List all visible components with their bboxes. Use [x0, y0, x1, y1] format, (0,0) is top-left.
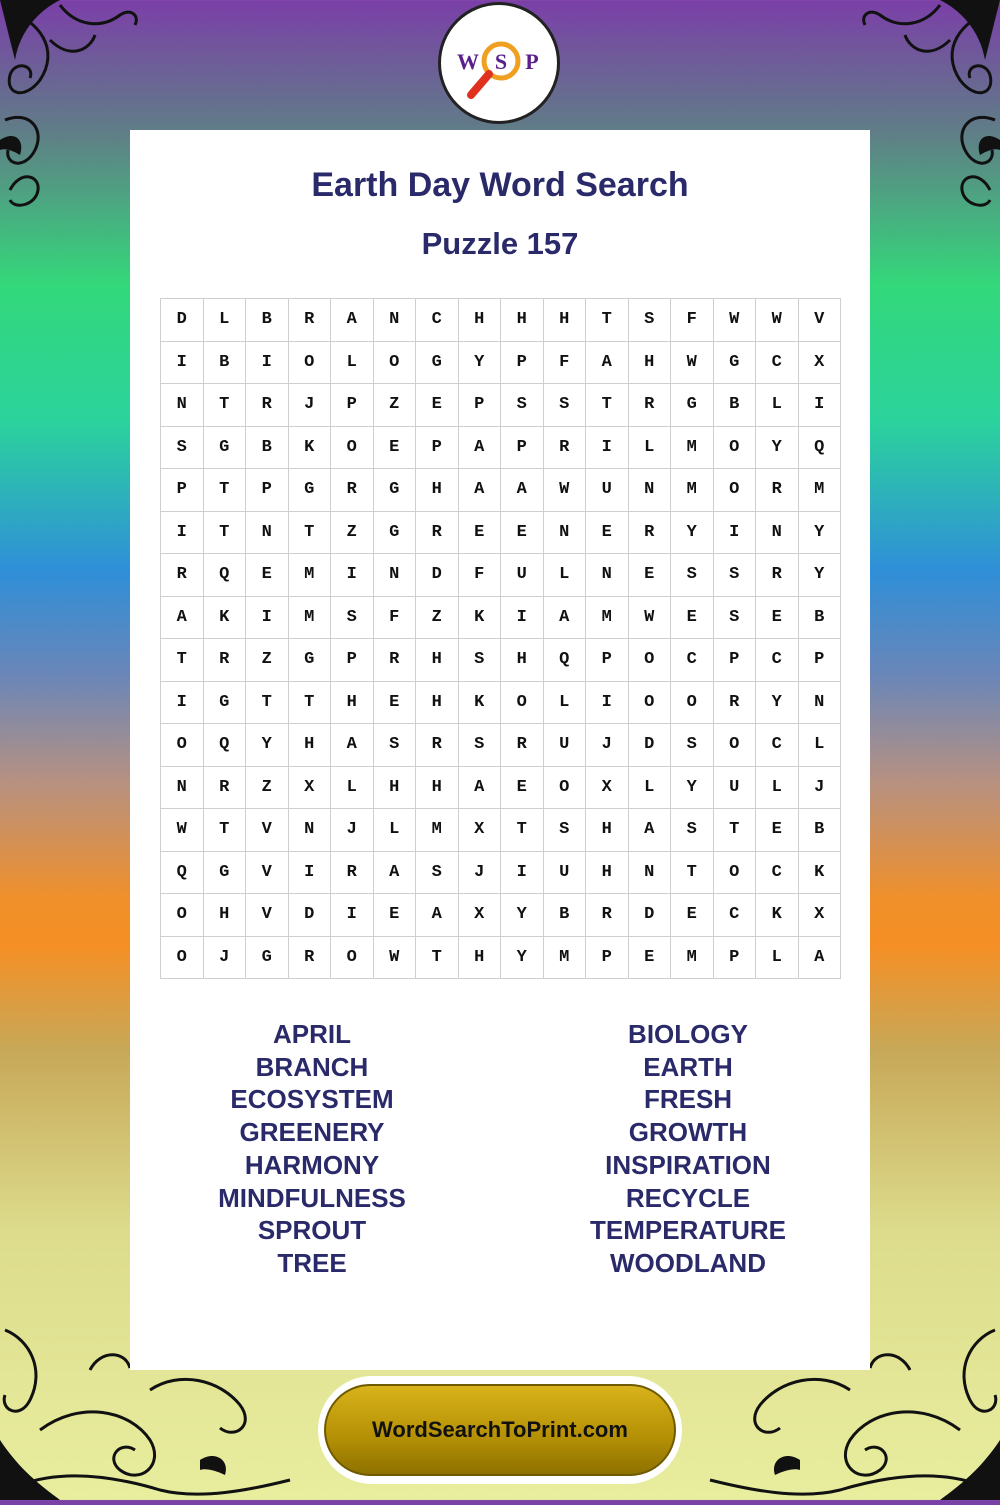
grid-cell[interactable]: L: [756, 384, 799, 427]
grid-cell[interactable]: W: [374, 937, 417, 980]
grid-cell[interactable]: R: [629, 512, 672, 555]
logo-letter-w: W: [457, 49, 479, 74]
grid-cell[interactable]: T: [586, 299, 629, 342]
grid-cell[interactable]: I: [501, 597, 544, 640]
grid-cell[interactable]: G: [416, 342, 459, 385]
grid-cell[interactable]: N: [586, 554, 629, 597]
grid-cell[interactable]: V: [246, 809, 289, 852]
wsp-logo[interactable]: [438, 2, 560, 124]
grid-cell[interactable]: S: [671, 724, 714, 767]
grid-cell[interactable]: X: [459, 809, 502, 852]
grid-cell[interactable]: Z: [374, 384, 417, 427]
grid-cell[interactable]: P: [714, 937, 757, 980]
grid-cell[interactable]: L: [799, 724, 842, 767]
grid-cell[interactable]: S: [416, 852, 459, 895]
grid-cell[interactable]: R: [204, 639, 247, 682]
grid-cell[interactable]: X: [799, 894, 842, 937]
grid-cell[interactable]: N: [161, 767, 204, 810]
grid-cell[interactable]: L: [204, 299, 247, 342]
grid-cell[interactable]: H: [204, 894, 247, 937]
grid-cell[interactable]: C: [756, 639, 799, 682]
grid-cell[interactable]: E: [374, 682, 417, 725]
grid-cell[interactable]: M: [586, 597, 629, 640]
grid-cell[interactable]: M: [671, 937, 714, 980]
grid-cell[interactable]: A: [459, 427, 502, 470]
word-list-item: APRIL: [273, 1019, 351, 1049]
grid-cell[interactable]: N: [629, 469, 672, 512]
grid-cell[interactable]: Z: [246, 639, 289, 682]
grid-cell[interactable]: O: [671, 682, 714, 725]
grid-cell[interactable]: I: [799, 384, 842, 427]
grid-cell[interactable]: R: [586, 894, 629, 937]
grid-cell[interactable]: S: [161, 427, 204, 470]
grid-cell[interactable]: M: [799, 469, 842, 512]
grid-cell[interactable]: H: [374, 767, 417, 810]
grid-cell[interactable]: O: [374, 342, 417, 385]
grid-cell[interactable]: C: [416, 299, 459, 342]
grid-cell[interactable]: E: [416, 384, 459, 427]
grid-cell[interactable]: J: [289, 384, 332, 427]
grid-cell[interactable]: I: [246, 597, 289, 640]
website-button-face[interactable]: [324, 1384, 676, 1476]
grid-cell[interactable]: J: [459, 852, 502, 895]
grid-cell[interactable]: R: [629, 384, 672, 427]
grid-cell[interactable]: H: [459, 299, 502, 342]
magnifier-icon: [449, 13, 549, 113]
grid-cell[interactable]: F: [671, 299, 714, 342]
grid-cell[interactable]: T: [501, 809, 544, 852]
grid-cell[interactable]: E: [459, 512, 502, 555]
grid-cell[interactable]: R: [501, 724, 544, 767]
grid-cell[interactable]: U: [714, 767, 757, 810]
grid-cell[interactable]: P: [586, 937, 629, 980]
grid-cell[interactable]: H: [459, 937, 502, 980]
website-button[interactable]: [318, 1376, 682, 1484]
grid-cell[interactable]: N: [246, 512, 289, 555]
grid-cell[interactable]: I: [246, 342, 289, 385]
word-list-item: GREENERY: [239, 1117, 385, 1148]
grid-cell[interactable]: G: [374, 512, 417, 555]
grid-cell[interactable]: Z: [416, 597, 459, 640]
grid-cell[interactable]: Q: [204, 554, 247, 597]
grid-cell[interactable]: P: [416, 427, 459, 470]
grid-cell[interactable]: I: [331, 894, 374, 937]
grid-cell[interactable]: T: [204, 512, 247, 555]
grid-cell[interactable]: S: [459, 724, 502, 767]
grid-cell[interactable]: H: [416, 469, 459, 512]
grid-cell[interactable]: O: [501, 682, 544, 725]
grid-cell[interactable]: B: [799, 597, 842, 640]
grid-cell[interactable]: M: [671, 427, 714, 470]
grid-cell[interactable]: G: [289, 639, 332, 682]
grid-cell[interactable]: I: [501, 852, 544, 895]
grid-cell[interactable]: I: [331, 554, 374, 597]
grid-cell[interactable]: A: [416, 894, 459, 937]
logo-letter-p: P: [525, 49, 539, 74]
grid-cell[interactable]: B: [246, 427, 289, 470]
grid-cell[interactable]: L: [544, 554, 587, 597]
grid-cell[interactable]: R: [289, 299, 332, 342]
grid-cell[interactable]: K: [459, 682, 502, 725]
corner-ornament-top-left: [0, 0, 150, 220]
grid-cell[interactable]: T: [714, 809, 757, 852]
grid-cell[interactable]: S: [671, 809, 714, 852]
grid-cell[interactable]: X: [799, 342, 842, 385]
grid-cell[interactable]: I: [714, 512, 757, 555]
grid-cell[interactable]: N: [629, 852, 672, 895]
grid-cell[interactable]: H: [331, 682, 374, 725]
grid-cell[interactable]: B: [544, 894, 587, 937]
grid-cell[interactable]: S: [714, 554, 757, 597]
grid-cell[interactable]: Y: [756, 682, 799, 725]
grid-cell[interactable]: P: [799, 639, 842, 682]
grid-cell[interactable]: O: [289, 342, 332, 385]
grid-cell[interactable]: G: [204, 682, 247, 725]
grid-cell[interactable]: T: [289, 682, 332, 725]
grid-cell[interactable]: F: [374, 597, 417, 640]
grid-cell[interactable]: B: [246, 299, 289, 342]
grid-cell[interactable]: A: [374, 852, 417, 895]
word-list-item: RECYCLE: [625, 1182, 751, 1213]
word-list-item: WOODLAND: [610, 1247, 766, 1278]
grid-cell[interactable]: T: [204, 809, 247, 852]
grid-cell[interactable]: R: [331, 852, 374, 895]
grid-cell[interactable]: W: [544, 469, 587, 512]
grid-cell[interactable]: S: [671, 554, 714, 597]
grid-cell[interactable]: A: [331, 724, 374, 767]
grid-cell[interactable]: J: [204, 937, 247, 980]
grid-cell[interactable]: O: [161, 724, 204, 767]
puzzle-number: Puzzle 157: [421, 226, 579, 261]
grid-cell[interactable]: O: [161, 894, 204, 937]
grid-cell[interactable]: H: [586, 852, 629, 895]
word-list-item: ECOSYSTEM: [230, 1084, 394, 1115]
grid-cell[interactable]: I: [161, 342, 204, 385]
grid-cell[interactable]: X: [459, 894, 502, 937]
grid-cell[interactable]: S: [331, 597, 374, 640]
grid-cell[interactable]: W: [756, 299, 799, 342]
grid-cell[interactable]: Y: [671, 512, 714, 555]
grid-cell[interactable]: V: [246, 852, 289, 895]
grid-cell[interactable]: O: [161, 937, 204, 980]
grid-cell[interactable]: Y: [799, 554, 842, 597]
logo-letter-s: S: [494, 49, 508, 74]
grid-cell[interactable]: Z: [331, 512, 374, 555]
grid-cell[interactable]: A: [799, 937, 842, 980]
grid-cell[interactable]: A: [331, 299, 374, 342]
grid-cell[interactable]: T: [416, 937, 459, 980]
grid-cell[interactable]: C: [756, 724, 799, 767]
grid-cell[interactable]: E: [671, 894, 714, 937]
grid-cell[interactable]: G: [204, 427, 247, 470]
grid-cell[interactable]: R: [756, 469, 799, 512]
grid-cell[interactable]: R: [416, 512, 459, 555]
grid-cell[interactable]: A: [586, 342, 629, 385]
grid-cell[interactable]: K: [459, 597, 502, 640]
grid-cell[interactable]: V: [799, 299, 842, 342]
grid-cell[interactable]: S: [374, 724, 417, 767]
grid-cell[interactable]: E: [501, 512, 544, 555]
grid-cell[interactable]: S: [714, 597, 757, 640]
grid-cell[interactable]: R: [374, 639, 417, 682]
grid-cell[interactable]: T: [289, 512, 332, 555]
grid-cell[interactable]: E: [756, 809, 799, 852]
grid-cell[interactable]: P: [459, 384, 502, 427]
grid-cell[interactable]: C: [756, 342, 799, 385]
grid-cell[interactable]: H: [416, 639, 459, 682]
grid-cell[interactable]: Y: [501, 937, 544, 980]
grid-cell[interactable]: M: [671, 469, 714, 512]
grid-cell[interactable]: G: [204, 852, 247, 895]
grid-cell[interactable]: S: [501, 384, 544, 427]
grid-cell[interactable]: I: [161, 682, 204, 725]
grid-cell[interactable]: T: [586, 384, 629, 427]
word-list-item: SPROUT: [257, 1215, 367, 1246]
grid-cell[interactable]: E: [756, 597, 799, 640]
grid-cell[interactable]: O: [629, 682, 672, 725]
grid-cell[interactable]: F: [459, 554, 502, 597]
grid-cell[interactable]: A: [459, 469, 502, 512]
grid-cell[interactable]: E: [671, 597, 714, 640]
grid-cell[interactable]: E: [501, 767, 544, 810]
grid-cell[interactable]: N: [289, 809, 332, 852]
corner-ornament-top-right: [850, 0, 1000, 220]
grid-cell[interactable]: B: [714, 384, 757, 427]
grid-cell[interactable]: D: [629, 724, 672, 767]
grid-cell[interactable]: T: [671, 852, 714, 895]
grid-cell[interactable]: H: [416, 767, 459, 810]
word-list-item: INSPIRATION: [605, 1149, 771, 1180]
grid-cell[interactable]: D: [629, 894, 672, 937]
grid-cell[interactable]: G: [374, 469, 417, 512]
grid-cell[interactable]: S: [544, 384, 587, 427]
grid-cell[interactable]: L: [756, 767, 799, 810]
grid-cell[interactable]: Q: [161, 852, 204, 895]
grid-cell[interactable]: Q: [544, 639, 587, 682]
grid-cell[interactable]: Y: [246, 724, 289, 767]
grid-cell[interactable]: G: [289, 469, 332, 512]
grid-cell[interactable]: Q: [204, 724, 247, 767]
grid-cell[interactable]: P: [501, 342, 544, 385]
grid-cell[interactable]: G: [671, 384, 714, 427]
grid-cell[interactable]: K: [289, 427, 332, 470]
word-list-item: GROWTH: [628, 1117, 748, 1148]
grid-cell[interactable]: X: [586, 767, 629, 810]
grid-cell[interactable]: U: [586, 469, 629, 512]
grid-cell[interactable]: P: [331, 384, 374, 427]
grid-cell[interactable]: G: [714, 342, 757, 385]
word-list-item: MINDFULNESS: [218, 1182, 406, 1213]
grid-cell[interactable]: H: [501, 299, 544, 342]
grid-cell[interactable]: X: [289, 767, 332, 810]
grid-cell[interactable]: Z: [246, 767, 289, 810]
word-list-item: BRANCH: [255, 1051, 369, 1082]
grid-cell[interactable]: E: [629, 937, 672, 980]
grid-cell[interactable]: N: [161, 384, 204, 427]
grid-cell[interactable]: W: [161, 809, 204, 852]
grid-cell[interactable]: F: [544, 342, 587, 385]
grid-cell[interactable]: P: [161, 469, 204, 512]
grid-cell[interactable]: L: [331, 342, 374, 385]
grid-cell[interactable]: I: [586, 682, 629, 725]
grid-cell[interactable]: O: [714, 469, 757, 512]
grid-cell[interactable]: L: [629, 767, 672, 810]
grid-cell[interactable]: T: [246, 682, 289, 725]
letter-grid: [160, 298, 841, 979]
grid-cell[interactable]: R: [161, 554, 204, 597]
grid-cell[interactable]: D: [416, 554, 459, 597]
grid-cell[interactable]: V: [246, 894, 289, 937]
grid-cell[interactable]: G: [246, 937, 289, 980]
grid-cell[interactable]: W: [714, 299, 757, 342]
grid-cell[interactable]: P: [331, 639, 374, 682]
grid-cell[interactable]: D: [161, 299, 204, 342]
grid-cell[interactable]: E: [374, 427, 417, 470]
grid-cell[interactable]: H: [289, 724, 332, 767]
grid-cell[interactable]: W: [629, 597, 672, 640]
grid-cell[interactable]: R: [416, 724, 459, 767]
grid-cell[interactable]: W: [671, 342, 714, 385]
grid-cell[interactable]: R: [204, 767, 247, 810]
word-list-right: [508, 1018, 868, 1280]
grid-cell[interactable]: R: [246, 384, 289, 427]
word-list-item: TREE: [277, 1247, 347, 1278]
puzzle-sheet: [130, 130, 870, 1370]
grid-cell[interactable]: C: [671, 639, 714, 682]
word-list-item: HARMONY: [244, 1149, 380, 1180]
grid-cell[interactable]: N: [374, 554, 417, 597]
grid-cell[interactable]: E: [586, 512, 629, 555]
grid-cell[interactable]: A: [459, 767, 502, 810]
grid-cell[interactable]: R: [714, 682, 757, 725]
page-title: Earth Day Word Search: [311, 166, 689, 204]
word-list-item: BIOLOGY: [628, 1019, 748, 1049]
grid-cell[interactable]: A: [501, 469, 544, 512]
grid-cell[interactable]: N: [544, 512, 587, 555]
grid-cell[interactable]: H: [544, 299, 587, 342]
word-list-item: TEMPERATURE: [590, 1215, 786, 1246]
grid-cell[interactable]: K: [756, 894, 799, 937]
grid-cell[interactable]: P: [246, 469, 289, 512]
grid-cell[interactable]: C: [714, 894, 757, 937]
grid-cell[interactable]: L: [374, 809, 417, 852]
grid-cell[interactable]: B: [799, 809, 842, 852]
grid-cell[interactable]: T: [204, 384, 247, 427]
grid-cell[interactable]: N: [374, 299, 417, 342]
grid-cell[interactable]: Y: [799, 512, 842, 555]
grid-cell[interactable]: U: [544, 852, 587, 895]
grid-cell[interactable]: T: [161, 639, 204, 682]
grid-cell[interactable]: A: [161, 597, 204, 640]
grid-cell[interactable]: M: [289, 554, 332, 597]
grid-cell[interactable]: J: [799, 767, 842, 810]
grid-cell[interactable]: Y: [501, 894, 544, 937]
grid-cell[interactable]: L: [756, 937, 799, 980]
grid-cell[interactable]: N: [799, 682, 842, 725]
grid-cell[interactable]: I: [289, 852, 332, 895]
grid-cell[interactable]: K: [799, 852, 842, 895]
grid-cell[interactable]: M: [289, 597, 332, 640]
grid-cell[interactable]: J: [331, 809, 374, 852]
grid-cell[interactable]: J: [586, 724, 629, 767]
word-list-item: EARTH: [643, 1051, 733, 1082]
word-list-left: [132, 1018, 492, 1280]
website-link[interactable]: WordSearchToPrint.com: [372, 1417, 628, 1442]
grid-cell[interactable]: S: [629, 299, 672, 342]
grid-cell[interactable]: U: [544, 724, 587, 767]
grid-cell[interactable]: O: [331, 427, 374, 470]
grid-cell[interactable]: O: [714, 724, 757, 767]
grid-cell[interactable]: S: [544, 809, 587, 852]
grid-cell[interactable]: Y: [459, 342, 502, 385]
grid-cell[interactable]: M: [544, 937, 587, 980]
grid-cell[interactable]: I: [586, 427, 629, 470]
grid-cell[interactable]: L: [629, 427, 672, 470]
grid-cell[interactable]: Q: [799, 427, 842, 470]
grid-cell[interactable]: R: [544, 427, 587, 470]
grid-cell[interactable]: S: [459, 639, 502, 682]
grid-cell[interactable]: H: [501, 639, 544, 682]
grid-cell[interactable]: T: [204, 469, 247, 512]
grid-cell[interactable]: K: [204, 597, 247, 640]
word-list-item: FRESH: [643, 1084, 733, 1115]
grid-cell[interactable]: N: [756, 512, 799, 555]
grid-cell[interactable]: A: [544, 597, 587, 640]
grid-cell[interactable]: U: [501, 554, 544, 597]
grid-cell[interactable]: O: [714, 852, 757, 895]
grid-cell[interactable]: R: [289, 937, 332, 980]
grid-cell[interactable]: C: [756, 852, 799, 895]
grid-cell[interactable]: P: [501, 427, 544, 470]
grid-cell[interactable]: O: [629, 639, 672, 682]
grid-cell[interactable]: I: [161, 512, 204, 555]
grid-cell[interactable]: L: [544, 682, 587, 725]
grid-cell[interactable]: Y: [756, 427, 799, 470]
grid-cell[interactable]: Y: [671, 767, 714, 810]
grid-cell[interactable]: H: [629, 342, 672, 385]
grid-cell[interactable]: H: [416, 682, 459, 725]
grid-cell[interactable]: D: [289, 894, 332, 937]
grid-cell[interactable]: E: [246, 554, 289, 597]
grid-cell[interactable]: E: [629, 554, 672, 597]
grid-cell[interactable]: O: [331, 937, 374, 980]
grid-cell[interactable]: P: [714, 639, 757, 682]
grid-cell[interactable]: B: [204, 342, 247, 385]
grid-cell[interactable]: O: [714, 427, 757, 470]
grid-cell[interactable]: R: [756, 554, 799, 597]
grid-cell[interactable]: R: [331, 469, 374, 512]
grid-cell[interactable]: L: [331, 767, 374, 810]
grid-cell[interactable]: O: [544, 767, 587, 810]
grid-cell[interactable]: A: [629, 809, 672, 852]
grid-cell[interactable]: M: [416, 809, 459, 852]
grid-cell[interactable]: H: [586, 809, 629, 852]
grid-cell[interactable]: E: [374, 894, 417, 937]
grid-cell[interactable]: P: [586, 639, 629, 682]
